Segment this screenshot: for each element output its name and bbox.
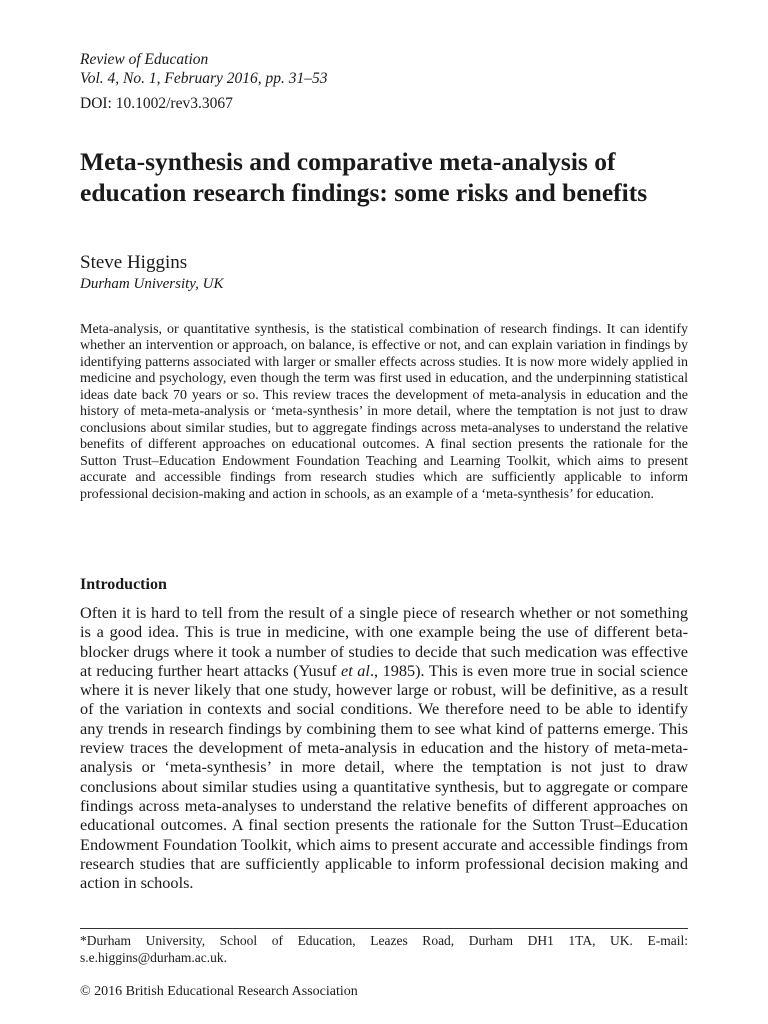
abstract: Meta-analysis, or quantitative synthesis, is the statistical combination of research findings. It can identify whether an intervention or approach, on balance, is effective or not, and can explain variation in findings by identifying patterns associated with larger or smaller effects across studies. It is now more widely applied in medicine and psychology, even though the term was first used in education, and the underpinning statistical ideas date back 70 years or so. This review traces the development of meta-analysis in education and the history of meta-meta-analysis or ‘meta-synthesis’ in more detail, where the temptation is not just to draw conclusions about similar studies, but to aggregate findings across meta-analyses to understand the relative benefits of different approaches on educational outcomes. A final section presents the rationale for the Sutton Trust–Education Endowment Foundation Teaching and Learning Toolkit, which aims to present accurate and accessible findings from research studies which are sufficiently applicable to inform professional decision-making and action in schools, as an example of a ‘meta-synthesis’ for education. [80,322,688,502]
introduction-paragraph [80,603,688,892]
author-footnote: *Durham University, School of Education, Leazes Road, Durham DH1 1TA, UK. E-mail: s.e.higgins@durham.ac.uk. [80,933,688,965]
author-affiliation: Durham University, UK [80,276,224,292]
citation-et-al: et al [341,660,370,680]
journal-citation [80,50,328,88]
author-name: Steve Higgins [80,252,188,273]
section-heading-introduction: Introduction [80,576,167,593]
intro-text-part-1: Often it is hard to tell from the result of a single piece of research whether or not something is a good idea. This is true in medicine, with one example being the use of different beta-blocker drugs where it took a number of studies to decide that such medication was effective at reducing further heart attacks (Yusuf [80,603,688,680]
intro-text-part-2: ., 1985). This is even more true in social science where it is never likely that one study, however large or robust, will be definitive, as a result of the variation in contexts and social conditions. We therefore need to be able to identify any trends in research findings by combining them to see what kind of patterns emerge. This review traces the development of meta-analysis in education and the history of meta-meta-analysis or ‘meta-synthesis’ in more detail, where the temptation is not just to draw conclusions about similar studies using a quantitative synthesis, but to aggregate or compare findings across meta-analyses to understand the relative benefits of different approaches on educational outcomes. A final section presents the rationale for the Sutton Trust–Education Endowment Foundation Toolkit, which aims to present accurate and accessible findings from research studies that are sufficiently applicable to inform professional decision making and action in schools. [80,660,689,893]
doi: DOI: 10.1002/rev3.3067 [80,95,233,112]
copyright-notice: © 2016 British Educational Research Association [80,984,358,999]
footnote-divider [80,928,688,929]
journal-name: Review of Education [80,51,209,68]
article-title: Meta-synthesis and comparative meta-analysis of education research findings: some risks and benefits [80,147,648,207]
volume-issue-pages: Vol. 4, No. 1, February 2016, pp. 31–53 [80,70,328,87]
